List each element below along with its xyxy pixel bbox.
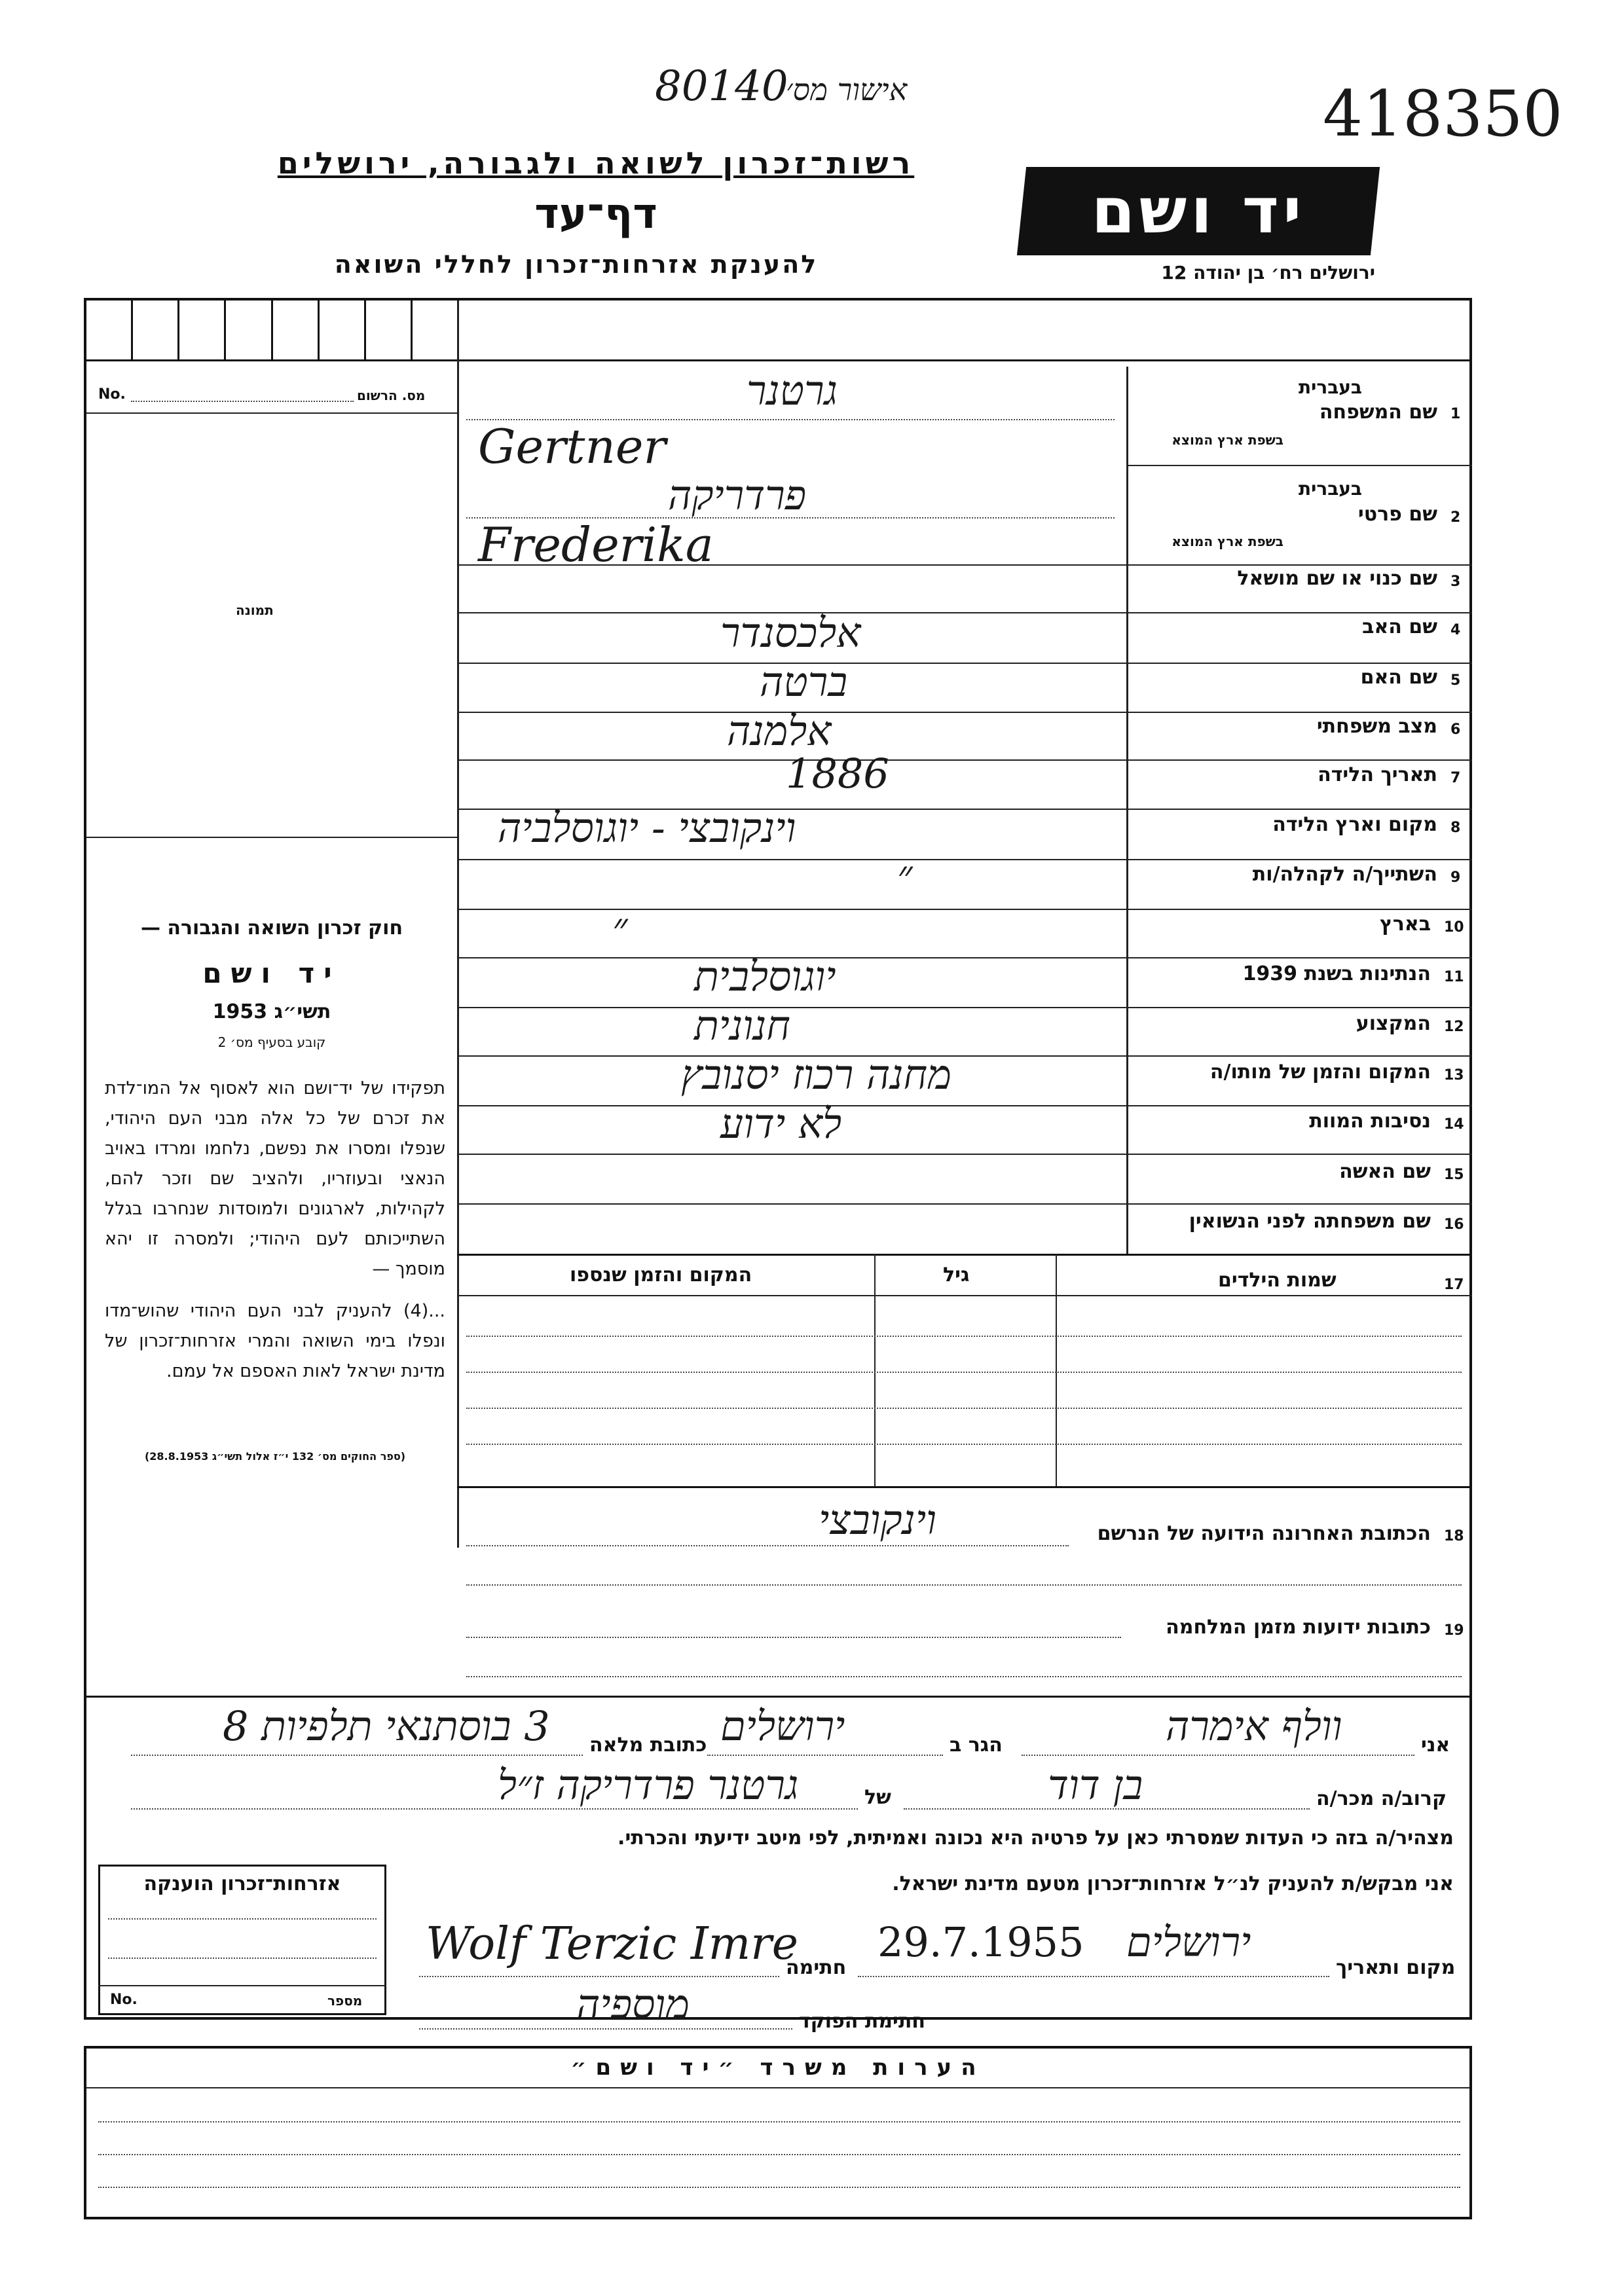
- children-col-age: גיל: [943, 1264, 970, 1286]
- field-5-number: 5: [1450, 672, 1461, 689]
- form-subtitle: להענקת אזרחות־זכרון לחללי השואה: [334, 250, 819, 279]
- photo-label: תמונה: [236, 602, 274, 618]
- field-1-value: גרטנר: [747, 367, 838, 414]
- field-1-origin-sub: בשפת ארץ המוצא: [1172, 432, 1283, 448]
- field-11-value: יוגוסלבית: [694, 953, 836, 1000]
- decl-place: ירושלים: [1126, 1918, 1251, 1966]
- field-2-origin-sub: בשפת ארץ המוצא: [1172, 534, 1283, 549]
- reference-number: 80140: [655, 62, 788, 111]
- decl-officer-label: חתימת הפוקד: [799, 2010, 925, 2033]
- field-9-value: ״: [897, 851, 913, 899]
- field-13-number: 13: [1444, 1067, 1464, 1084]
- form-title: דף־עד: [534, 190, 657, 238]
- field-16-label: שם משפחתה לפני הנשואין: [1189, 1210, 1431, 1233]
- field-6-label: מצב משפחתי: [1316, 715, 1437, 738]
- law-name: יד ושם: [202, 957, 341, 989]
- field-10-number: 10: [1444, 919, 1464, 936]
- field-14-number: 14: [1444, 1116, 1464, 1133]
- field-18-number: 18: [1444, 1528, 1464, 1544]
- field-19-number: 19: [1444, 1622, 1464, 1639]
- field-4-number: 4: [1450, 622, 1461, 638]
- decl-declarant: וולף אימרה: [1166, 1702, 1342, 1750]
- field-18-label: הכתובת האחרונה הידועה של הנרשם: [1097, 1522, 1431, 1545]
- field-7-value: 1886: [786, 750, 889, 797]
- field-2-value-latin: Frederika: [478, 517, 714, 572]
- field-13-value: מחנה רכוז יסנובץ: [681, 1051, 951, 1099]
- field-6-number: 6: [1450, 721, 1461, 738]
- law-year: תשי״ג 1953: [212, 1000, 331, 1023]
- decl-date: 29.7.1955: [877, 1918, 1084, 1966]
- field-1-number: 1: [1450, 406, 1461, 422]
- decl-officer-signature: מוספיה: [576, 1980, 690, 2028]
- field-8-value: וינקובצי - יוגוסלביה: [498, 804, 796, 852]
- field-18-value: וינקובצי: [819, 1496, 936, 1544]
- field-2-value: פרדריקה: [668, 471, 807, 519]
- decl-statement-1: מצהיר/ה בזה כי העדות שמסרתי כאן על פרטיה היא נכונה ואמיתית, לפי מיטב ידיעתי והכרתי.: [618, 1827, 1454, 1850]
- field-14-value: לא ידוע: [720, 1100, 842, 1148]
- field-10-label: בארץ: [1379, 913, 1431, 936]
- decl-place-date-label: מקום ותאריך: [1336, 1956, 1456, 1979]
- citizenship-box-title: אזרחות־זכרון הוענקה: [143, 1872, 341, 1895]
- law-title: חוק זכרון השואה והגבורה —: [140, 917, 403, 939]
- decl-resides-label: הגר ב: [950, 1734, 1003, 1757]
- field-15-number: 15: [1444, 1167, 1464, 1183]
- field-4-value: אלכסנדר: [720, 609, 861, 657]
- field-12-label: המקצוע: [1356, 1012, 1431, 1035]
- children-col-place: המקום והזמן שנספו: [570, 1264, 752, 1286]
- field-4-label: שם האב: [1362, 615, 1437, 638]
- decl-relation: בן דוד: [1048, 1761, 1143, 1809]
- field-5-value: ברטה: [760, 658, 848, 706]
- field-1-value-latin: Gertner: [478, 419, 666, 474]
- citizenship-box-number-label: מספר: [327, 1993, 363, 2009]
- field-19-label: כתובות ידועות מזמן המלחמה: [1166, 1616, 1431, 1639]
- field-12-number: 12: [1444, 1019, 1464, 1035]
- field-2-hebrew-sub: בעברית: [1298, 478, 1362, 500]
- field-7-number: 7: [1450, 770, 1461, 786]
- field-1-label: שם המשפחה: [1319, 401, 1437, 424]
- logo-text: יד ושם: [1091, 174, 1306, 247]
- children-col-names: שמות הילדים: [1218, 1269, 1337, 1292]
- reg-no-prefix: No.: [98, 386, 126, 403]
- decl-signature-label: חתימה: [786, 1956, 847, 1979]
- code-boxes: [86, 301, 457, 361]
- field-5-label: שם האם: [1360, 666, 1437, 689]
- reg-no-label: מס. הרשום: [357, 388, 426, 403]
- field-8-number: 8: [1450, 820, 1461, 836]
- field-13-label: המקום והזמן של מותו/ה: [1209, 1061, 1431, 1084]
- decl-signature: Wolf Terzic Imre: [426, 1918, 798, 1970]
- law-paragraph-2: ...(4) להעניק לבני העם היהודי שהוש־מדו ונפלו בימי השואה והמרי אזרחות־זכרון של מדינת ישראל לאות האספם אל עמם.: [105, 1301, 445, 1381]
- field-1-hebrew-sub: בעברית: [1298, 376, 1362, 398]
- citizenship-box-no: No.: [110, 1992, 138, 2008]
- field-15-label: שם האשה: [1339, 1160, 1431, 1183]
- decl-of-label: של: [864, 1786, 891, 1809]
- decl-deceased: גרטנר פרדריקה ז״ל: [498, 1761, 799, 1809]
- authority-line: רשות־זכרון לשואה ולגבורה, ירושלים: [277, 145, 915, 181]
- field-16-number: 16: [1444, 1216, 1464, 1233]
- address-line: ירושלים רח׳ בן יהודה 12: [1161, 262, 1375, 283]
- decl-statement-2: אני מבקש/ת להעניק לנ״ל אזרחות־זכרון מטעם מדינת ישראל.: [892, 1872, 1454, 1895]
- law-clause: קובע בסעיף מס׳ 2: [217, 1034, 326, 1050]
- decl-city: ירושלים: [720, 1702, 845, 1750]
- field-11-number: 11: [1444, 969, 1464, 985]
- field-2-number: 2: [1450, 509, 1461, 526]
- law-source: (ספר החוקים מס׳ 132 י״ז אלול תשי״ג 28.8.1953): [144, 1450, 406, 1463]
- field-11-label: הנתינות בשנת 1939: [1242, 962, 1431, 985]
- office-notes-title: הערות משרד ״יד ושם״: [570, 2054, 986, 2081]
- field-3-label: שם כנוי או שם מושאל: [1237, 567, 1437, 590]
- field-7-label: תאריך הלידה: [1318, 763, 1437, 786]
- field-12-value: חנונית: [694, 1002, 790, 1049]
- law-paragraph: תפקידו של יד־ושם הוא לאסוף אל המו־לדת את זכרם של כל אלה מבני העם היהודי, שנפלו ומסרו את נפשם, נלחמו ומרדו באויב הנאצי ובעוזריו, ולהציב שם וזכר להם, לקהילות, לארגונים ולמוסדות שנחרבו בגלל השתייכותם לעם היהודי; ולמסרה זו יהא מוסמך —: [105, 1078, 445, 1279]
- field-9-label: השתייך/ה לקהלה/ות: [1252, 863, 1437, 886]
- decl-address: 3 בוסתנאי תלפיות 8: [223, 1702, 550, 1750]
- field-10-value: ״: [612, 903, 628, 951]
- decl-i-label: אני: [1421, 1734, 1450, 1757]
- field-3-number: 3: [1450, 574, 1461, 590]
- field-9-number: 9: [1450, 869, 1461, 886]
- field-17-number: 17: [1444, 1277, 1464, 1293]
- field-6-value: אלמנה: [727, 707, 832, 755]
- decl-address-label: כתובת מלאה: [589, 1734, 707, 1757]
- reference-note: אישור מס׳: [786, 72, 908, 107]
- decl-relative-label: קרוב/ה מכר/ה: [1316, 1787, 1447, 1810]
- field-2-label: שם פרטי: [1357, 503, 1437, 526]
- field-14-label: נסיבות המוות: [1309, 1110, 1431, 1133]
- field-8-label: מקום וארץ הלידה: [1272, 813, 1437, 836]
- sheet-number: 418350: [1323, 77, 1563, 151]
